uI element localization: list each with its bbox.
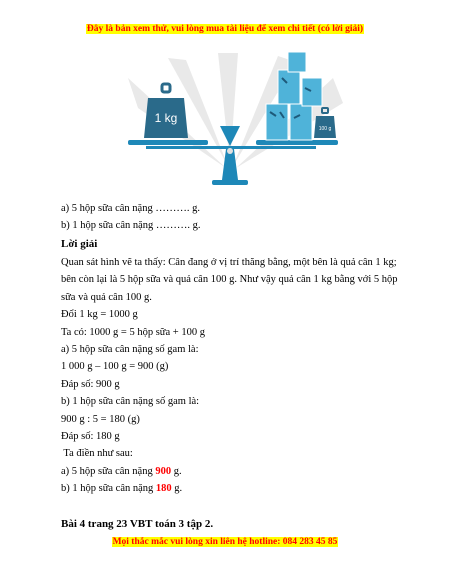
- answer-b-value: 180: [155, 483, 172, 495]
- solution-line: 900 g : 5 = 180 (g): [61, 413, 140, 425]
- answer-b: b) 1 hộp sữa cân nặng 180 g.: [61, 483, 183, 495]
- solution-line: a) 5 hộp sữa cân nặng số gam là:: [61, 344, 199, 356]
- preview-notice-text: Đây là bản xem thử, vui lòng mua tài liệu để xem chi tiết (có lời giải): [86, 24, 364, 34]
- solution-line: b) 1 hộp sữa cân nặng số gam là:: [61, 396, 200, 408]
- solution-line: Quan sát hình vẽ ta thấy: Cân đang ở vị trí thăng bằng, một bên là quả cân 1 kg;: [61, 257, 397, 268]
- solution-line: Ta có: 1000 g = 5 hộp sữa + 100 g: [61, 326, 205, 338]
- solution-heading: Lời giải: [61, 238, 98, 250]
- answer-a: a) 5 hộp sữa cân nặng 900 g.: [61, 465, 182, 477]
- hotline-notice: [0, 537, 450, 547]
- solution-line: bên còn lại là 5 hộp sữa và quả cân 100 g. Như vậy quả cân 1 kg bằng với 5 hộp: [61, 274, 398, 286]
- answer-a-value: 900: [155, 465, 172, 477]
- weight-100g-label: 100 g: [318, 126, 332, 132]
- solution-line: Đáp số: 900 g: [61, 378, 120, 390]
- solution-line: 1 000 g – 100 g = 900 (g): [61, 361, 169, 373]
- solution-line: Đổi 1 kg = 1000 g: [61, 309, 138, 321]
- weight-1kg-label: 1 kg: [154, 111, 178, 125]
- solution-line: Đáp số: 180 g: [61, 431, 120, 443]
- weight-1kg: [144, 84, 188, 138]
- next-exercise-heading: Bài 4 trang 23 VBT toán 3 tập 2.: [61, 518, 214, 530]
- solution-line: sữa và quả cân 100 g.: [61, 291, 152, 303]
- balance-scale-illustration: [108, 48, 353, 196]
- solution-body: [61, 254, 401, 498]
- solution-line: Ta điền như sau:: [61, 448, 133, 460]
- preview-notice: [0, 24, 450, 34]
- question-a: a) 5 hộp sữa cân nặng ………. g.: [61, 203, 200, 214]
- question-b: b) 1 hộp sữa cân nặng ………. g.: [61, 220, 201, 231]
- hotline-notice-text: Mọi thắc mắc vui lòng xin liên hệ hotline: 084 283 45 85: [112, 537, 338, 547]
